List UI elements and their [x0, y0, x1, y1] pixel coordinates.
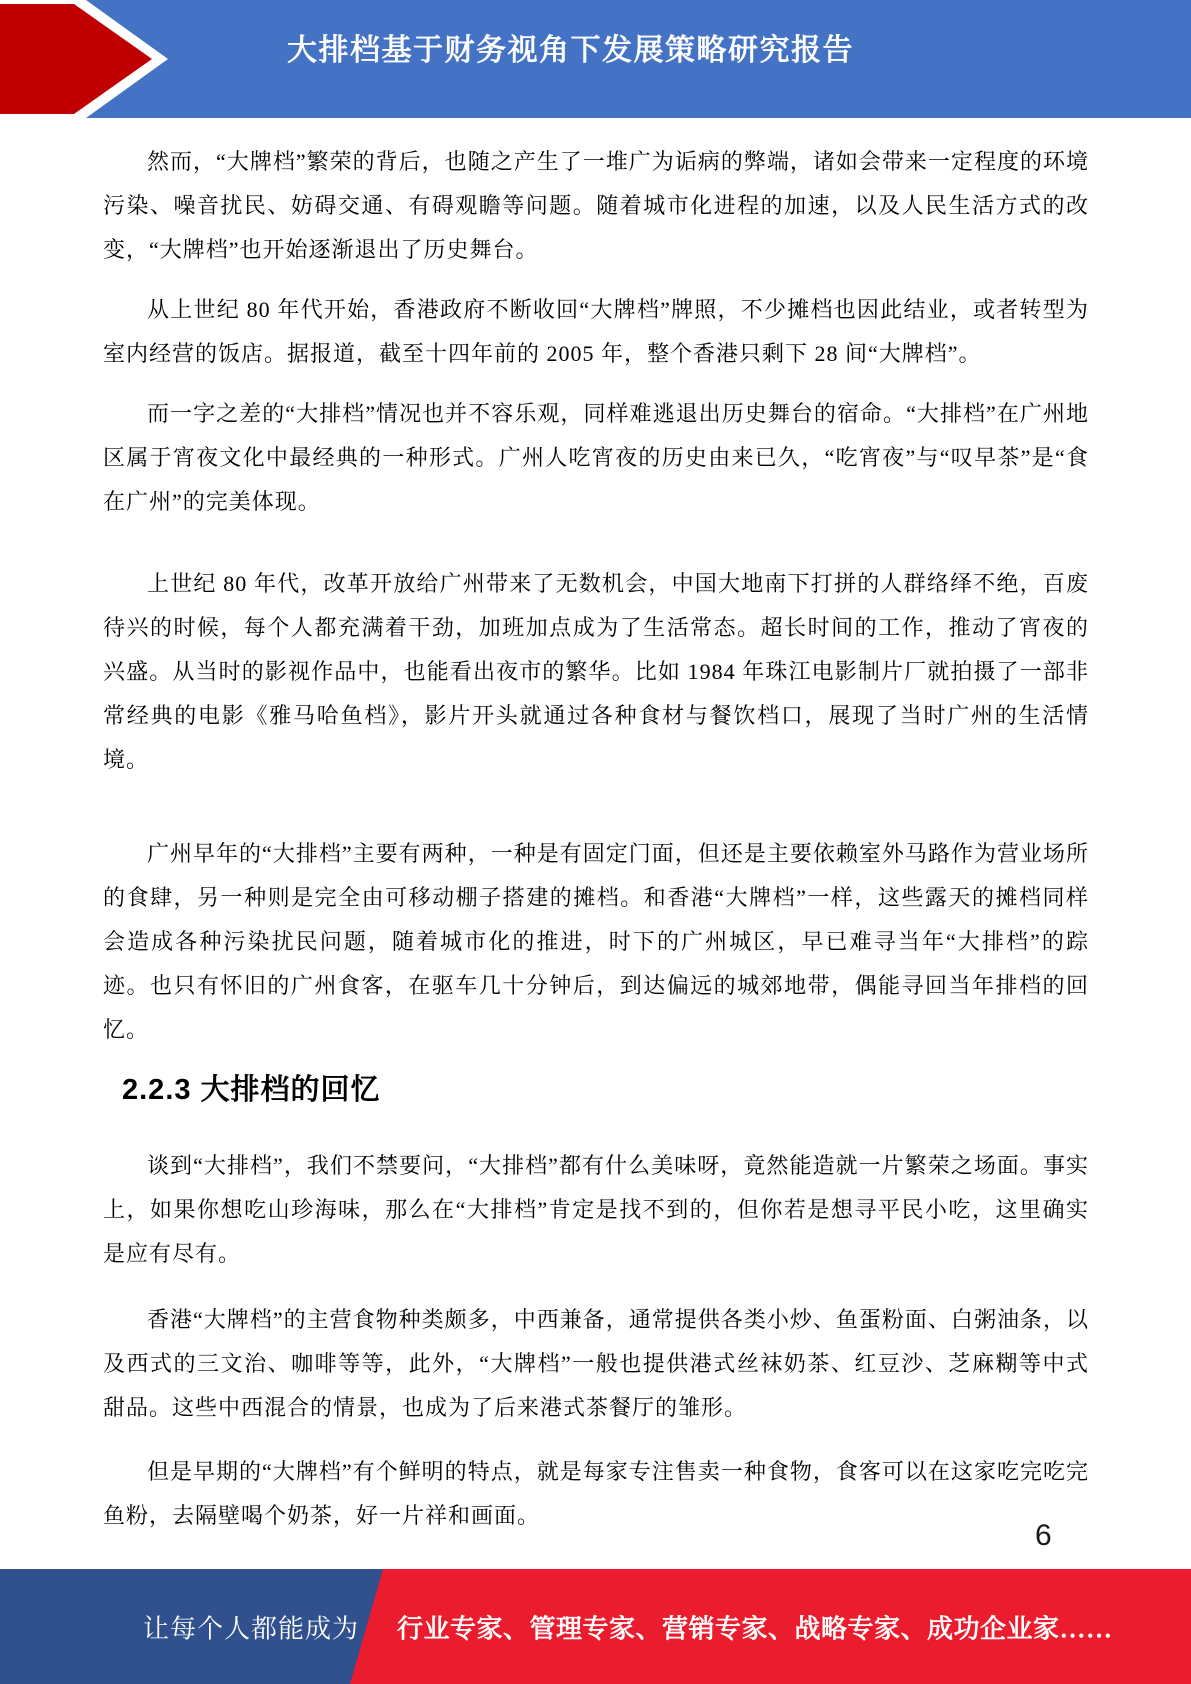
page-number: 6: [1035, 1519, 1052, 1552]
page-footer-banner: [0, 1569, 1191, 1684]
section-heading: 2.2.3 大排档的回忆: [122, 1074, 381, 1106]
paragraph: 但是早期的“大牌档”有个鲜明的特点，就是每家专注售卖一种食物，食客可以在这家吃完吃完鱼粉，去隔壁喝个奶茶，好一片祥和画面。: [103, 1459, 1089, 1528]
page-header-banner: [0, 0, 1191, 118]
paragraph: 从上世纪 80 年代开始，香港政府不断收回“大牌档”牌照，不少摊档也因此结业，或者转型为室内经营的饭店。据报道，截至十四年前的 2005 年，整个香港只剩下 28 间“大牌档”。: [103, 297, 1089, 366]
paragraph: 而一字之差的“大排档”情况也并不容乐观，同样难逃退出历史舞台的宿命。“大排档”在广州地区属于宵夜文化中最经典的一种形式。广州人吃宵夜的历史由来已久，“吃宵夜”与“叹早茶”是“食在广州”的完美体现。: [103, 401, 1089, 514]
paragraph: 上世纪 80 年代，改革开放给广州带来了无数机会，中国大地南下打拼的人群络绎不绝，百废待兴的时候，每个人都充满着干劲，加班加点成为了生活常态。超长时间的工作，推动了宵夜的兴盛。从当时的影视作品中，也能看出夜市的繁华。比如 1984 年珠江电影制片厂就拍摄了一部非常经典的电影《雅马哈鱼档》，影片开头就通过各种食材与餐饮档口，展现了当时广州的生活情境。: [103, 571, 1089, 772]
report-title: 大排档基于财务视角下发展策略研究报告: [287, 34, 854, 67]
footer-slogan-right: 行业专家、管理专家、营销专家、战略专家、成功企业家……: [397, 1614, 1113, 1643]
footer-slogan-left: 让每个人都能成为: [143, 1614, 360, 1643]
paragraph: 谈到“大排档”，我们不禁要问，“大排档”都有什么美味呀，竟然能造就一片繁荣之场面。事实上，如果你想吃山珍海味，那么在“大排档”肯定是找不到的，但你若是想寻平民小吃，这里确实是应有尽有。: [103, 1153, 1089, 1266]
document-body: [103, 118, 1089, 1554]
paragraph: 然而，“大牌档”繁荣的背后，也随之产生了一堆广为诟病的弊端，诸如会带来一定程度的环境污染、噪音扰民、妨碍交通、有碍观瞻等问题。随着城市化进程的加速，以及人民生活方式的改变，“大牌档”也开始逐渐退出了历史舞台。: [103, 149, 1089, 262]
paragraph: 广州早年的“大排档”主要有两种，一种是有固定门面，但还是主要依赖室外马路作为营业场所的食肆，另一种则是完全由可移动棚子搭建的摊档。和香港“大牌档”一样，这些露天的摊档同样会造成各种污染扰民问题，随着城市化的推进，时下的广州城区，早已难寻当年“大排档”的踪迹。也只有怀旧的广州食客，在驱车几十分钟后，到达偏远的城郊地带，偶能寻回当年排档的回忆。: [103, 841, 1089, 1042]
paragraph: 香港“大牌档”的主营食物种类颇多，中西兼备，通常提供各类小炒、鱼蛋粉面、白粥油条，以及西式的三文治、咖啡等等，此外，“大牌档”一般也提供港式丝袜奶茶、红豆沙、芝麻糊等中式甜品。这些中西混合的情景，也成为了后来港式茶餐厅的雏形。: [103, 1307, 1089, 1420]
